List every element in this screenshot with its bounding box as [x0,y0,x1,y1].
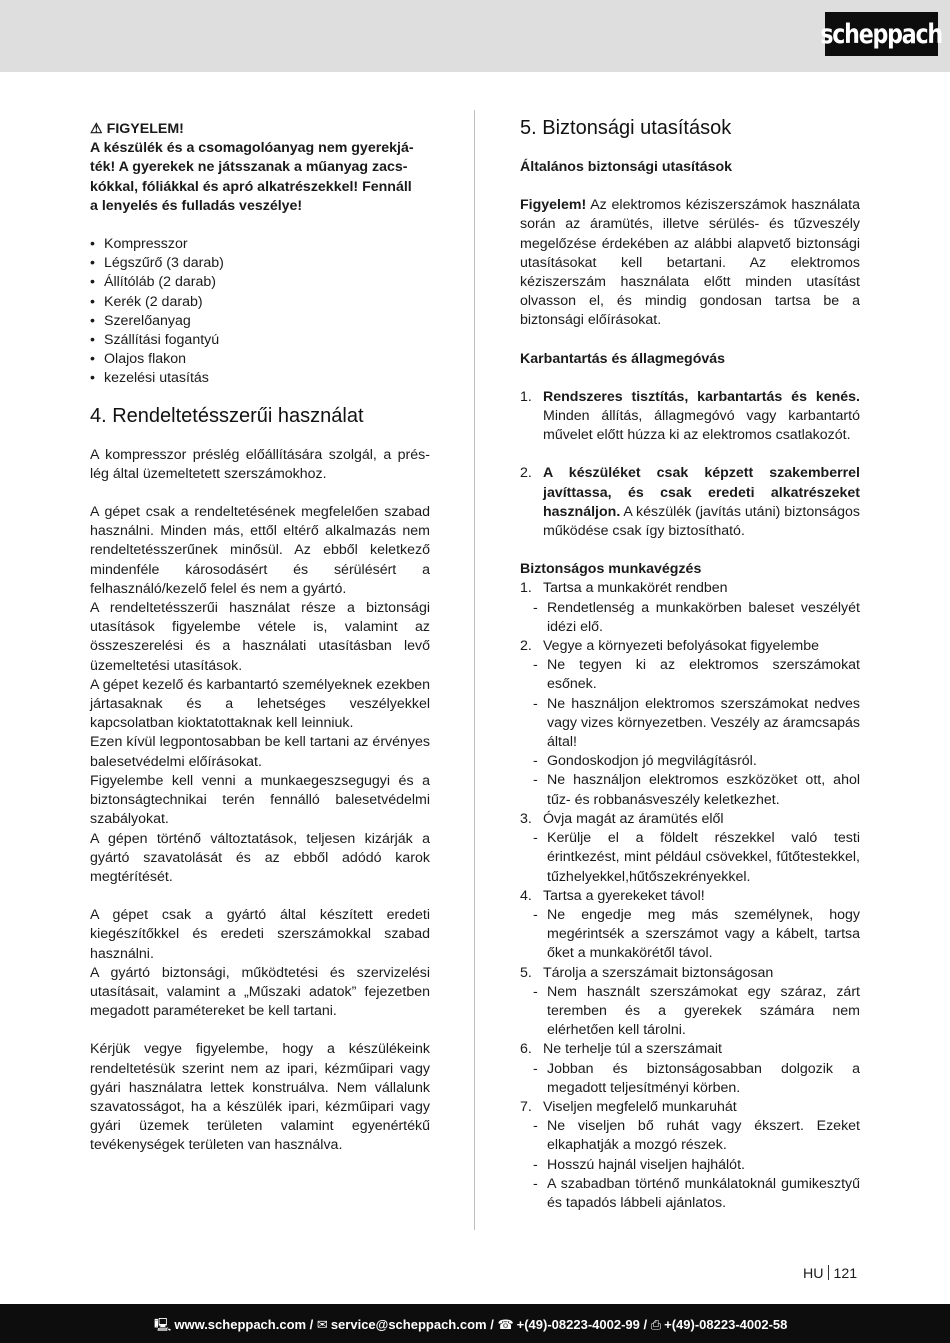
list-item: • Olajos flakon [90,350,430,369]
warning-line: ték! A gyerekek ne játsszanak a műanyag zacs- [90,159,408,176]
item-number: 5. [520,964,532,981]
left-column [90,120,430,1156]
email-icon: ✉ [316,1317,328,1332]
sub-list-item: - Ne használjon elektromos szerszámokat nedves vagy vizes környezetben. Veszély az áramcsapás által! [520,695,860,753]
item-number: 2. [520,638,532,655]
list-item: • Szállítási fogantyú [90,331,430,350]
item-number: 1. [520,388,532,405]
right-column [520,116,860,1213]
page-num: 121 [833,1266,858,1282]
computer-icon: 🖳 [154,1317,172,1332]
paragraph: A gépet kezelő és karbantartó személyeknek ezekben jártasaknak és a lehetséges veszélyekkel kapcsolatban kioktatottaknak kell leinniuk. [90,676,430,732]
phone-icon: ☎ [497,1317,514,1332]
safe-work-list [520,579,860,1213]
brand-logo [820,12,943,56]
list-item [520,464,860,541]
page-number [803,1265,857,1282]
sub-list-item: - Hosszú hajnál viseljen hajhálót. [520,1156,860,1175]
fax-icon: ⎙ [650,1317,662,1332]
list-item [520,637,860,656]
sub-list-item: - Rendetlenség a munkakörben baleset veszélyét idézi elő. [520,599,860,637]
paragraph: Kérjük vegye figyelembe, hogy a készülékeink rendeltetésük szerint nem az ipari, kézműipari vagy gyári használatra lettek konstruálva. Nem vállalunk szavatosságot, ha a készülék ipari, kézműipari vagy gyári üzemek területen valamint egyenértékű tevékenységek területen van használva. [90,1041,430,1154]
list-item: • Kompresszor [90,235,430,254]
list-item: • Légszűrő (3 darab) [90,254,430,273]
list-item [520,964,860,983]
item-text: A készülék (javítás utáni) biztonságos működése csak így biztosítható. [543,503,861,540]
footer-bar [0,1304,950,1343]
item-number: 2. [520,465,532,482]
sub-list [520,656,860,810]
item-bold: Rendszeres tisztítás, karbantartás és kenés. [543,388,860,405]
list-item [520,579,860,598]
section-4-title: 4. Rendeltetésszerűi használat [90,404,364,427]
sub-list-item: - Ne viseljen bő ruhát vagy ékszert. Ezeket elkaphatják a mozgó részek. [520,1117,860,1155]
warning-title: ⚠ FIGYELEM! [90,121,184,137]
safe-work-heading: Biztonságos munkavégzés [520,561,702,578]
item-number: 7. [520,1098,532,1115]
paragraph: A gépet csak a gyártó által készített eredeti kiegészítőkkel és eredeti szerszámokkal szabad használni. [90,907,430,962]
attention-label: Figyelem! [520,197,587,214]
list-item [520,887,860,906]
parts-list [90,235,430,389]
warning-line: kókkal, fóliákkal és apró alkatrészekkel! Fennáll [90,178,412,195]
sub-list-item: - Ne engedje meg más személynek, hogy megérintsék a szerszámot vagy a kábelt, tartsa őket a munkakörétől távol. [520,906,860,964]
maintenance-heading: Karbantartás és állagmegóvás [520,350,726,367]
footer-web[interactable]: www.scheppach.com / [174,1317,314,1332]
general-safety-body: Az elektromos kéziszerszámok használata során az áramütés, illetve sérülés- és tűzveszély megelőzése érdekében az alábbi alapvető biztonsági utasításokat kell betartani. Az elektromos kéziszerszám használata előtt minden utasítást olvasson el, és mindig gondosan tartsa be a biztonsági előírásokat. [520,197,860,329]
sub-list-item: - Ne használjon elektromos eszközöket ott, ahol tűz- és robbanásveszély keletkezhet. [520,771,860,809]
sub-list-item: - Nem használt szerszámokat egy száraz, zárt teremben és a gyerekek számára nem elérhetően kell tárolni. [520,983,860,1041]
item-text: Viseljen megfelelő munkaruhát [543,1098,737,1115]
sub-list [520,599,860,637]
section-5-title: 5. Biztonsági utasítások [520,117,732,139]
item-text: Óvja magát az áramütés elől [543,810,724,827]
paragraph: A kompresszor préslég előállítására szolgál, a prés-lég által üzemeltetett szerszámokhoz. [90,446,430,482]
page-lang: HU [803,1266,824,1282]
sub-list [520,829,860,887]
maintenance-list [520,388,860,541]
list-item [520,1040,860,1059]
paragraph: A rendeltetésszerűi használat része a biztonsági utasítások figyelembe vétele is, valamint az összeszerelési és a használati utasításban levő üzemeltetési utasítások. [90,600,430,674]
item-number: 6. [520,1041,532,1058]
footer-phone: +(49)-08223-4002-99 / [516,1317,648,1332]
sub-list [520,1117,860,1213]
header-bar [0,0,950,72]
paragraph: Ezen kívül legpontosabban be kell tartani az érvényes balesetvédelmi előírásokat. [90,734,430,770]
item-text: Tartsa a munkakörét rendben [543,580,728,597]
warning-box [90,120,430,216]
sub-list-item: - Jobban és biztonságosabban dolgozik a megadott teljesítményi körben. [520,1060,860,1098]
sub-list-item: - Kerülje el a földelt részekkel való testi érintkezést, mint például csövekkel, fűtőtestekkel, tűzhelyekkel,hűtőszekrényekkel. [520,829,860,887]
footer-email[interactable]: service@scheppach.com / [330,1317,494,1332]
sub-list-item: - Ne tegyen ki az elektromos szerszámokat esőnek. [520,656,860,694]
item-text: Minden állítás, állagmegóvó vagy karbantartó művelet előtt húzza ki az elektromos csatlakozót. [543,408,860,444]
sub-list [520,983,860,1041]
column-divider [474,110,475,1230]
item-text: Vegye a környezeti befolyásokat figyelembe [543,638,820,655]
list-item: • Kerék (2 darab) [90,293,430,312]
item-text: Tartsa a gyerekeket távol! [543,887,705,904]
item-number: 4. [520,887,532,904]
logo-text: scheppach [820,18,943,50]
item-text: Tárolja a szerszámait biztonságosan [543,964,774,981]
item-text: Ne terhelje túl a szerszámait [543,1041,722,1058]
general-safety-text [520,196,860,330]
paragraph: A gépen történő változtatások, teljesen kizárják a gyártó szavatolását és az ebből adódó karok megtérítését. [90,830,430,885]
list-item: • Állítóláb (2 darab) [90,273,430,292]
list-item [520,388,860,446]
paragraph: Figyelembe kell venni a munkaegeszsegugyi és a biztonságtechnikai terén fennálló balesetvédelmi szabályokat. [90,772,430,828]
item-number: 1. [520,580,532,597]
sub-list [520,1060,860,1098]
sub-list-item: - Gondoskodjon jó megvilágításról. [520,752,860,771]
item-number: 3. [520,810,532,827]
sub-list [520,906,860,964]
list-item: • kezelési utasítás [90,369,430,388]
warning-line: A készülék és a csomagolóanyag nem gyerekjá- [90,140,414,157]
warning-line: a lenyelés és fulladás veszélye! [90,197,303,214]
list-item [520,1098,860,1117]
general-safety-heading: Általános biztonsági utasítások [520,159,733,175]
paragraph: A gépet csak a rendeltetésének megfelelően szabad használni. Minden más, ettől eltérő alkalmazás nem rendeltetésszerűnek minősül. Az ebből keletkező mindenféle károsodásért és sérülésért a felhasználó/kezelő felel és nem a gyártó. [90,504,430,597]
item-bold: A készüléket csak képzett szakemberrel javíttassa, és csak eredeti alkatrészeket használjon. [543,465,860,520]
sub-list-item: - A szabadban történő munkálatoknál gumikesztyű és tapadós lábbeli ajánlatos. [520,1175,860,1213]
list-item: • Szerelőanyag [90,312,430,331]
footer-fax: +(49)-08223-4002-58 [664,1317,788,1332]
list-item [520,810,860,829]
paragraph: A gyártó biztonsági, működtetési és szervizelési utasításait, valamint a „Műszaki adatok” fejezetben megadott paramétereket be kell tartani. [90,964,430,1020]
